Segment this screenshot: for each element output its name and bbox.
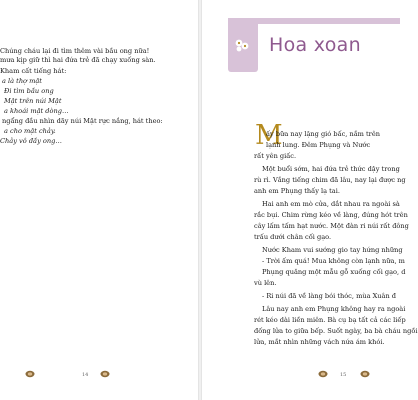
text-line: anh em Phụng thấy lạ tai.	[254, 187, 340, 195]
text-line: vù lên.	[254, 279, 277, 287]
text-line: a cho mật chảy.	[4, 127, 56, 135]
footer-ornament-icon	[100, 370, 110, 378]
text-line: a là thợ mật	[2, 77, 42, 85]
text-line: Phụng quăng một mẫu gỗ xuống cối gạo, d	[262, 268, 406, 276]
text-line: rù rì. Vắng tiếng chim đã lâu, nay lại được ng	[254, 176, 406, 184]
footer-ornament-icon	[360, 370, 370, 378]
page-number-right: 15	[340, 372, 347, 378]
text-line: mưa kịp giữ thì hai đứa trẻ đã chạy xuống sàn.	[0, 56, 156, 64]
text-line: rắc bụi. Chim rừng kéo về làng, đúng hót trên	[254, 211, 408, 219]
text-line: Chúng cháu lại đi tìm thêm vài bầu ong nữa!	[0, 47, 150, 55]
text-line: Hai anh em mò cửa, dắt nhau ra ngoài sà	[262, 200, 400, 208]
text-line: rất yên giấc.	[254, 152, 297, 160]
page-number-left: 14	[82, 372, 89, 378]
footer-ornament-icon	[25, 370, 35, 378]
text-line: lạnh lung. Đêm Phụng và Nước	[266, 141, 371, 149]
text-line: ấy bữa nay lặng gió bấc, nắm trên	[266, 130, 380, 138]
flower-icon	[233, 37, 251, 53]
text-line: rét kéo dài liền miên. Bà cụ bạ tất cả các liếp	[254, 316, 406, 324]
text-line: a khoái mật dòng…	[4, 107, 69, 115]
text-line: đống lửa to giữa bếp. Suốt ngày, ba bà cháu ngồi	[254, 327, 418, 335]
text-line: lửa, mắt nhìn những vách nứa ám khói.	[254, 338, 385, 346]
left-page	[0, 0, 198, 400]
text-line: trấu dưới chân cối gạo.	[254, 233, 332, 241]
text-line: Nước Kham vui sướng gio tay hứng những	[262, 246, 403, 254]
chapter-title: Hoa xoan	[269, 34, 361, 56]
text-line: Lâu nay anh em Phụng không hay ra ngoài	[262, 305, 406, 313]
text-line: - Ri núi đã về làng bói thóc, mùa Xuân đ	[262, 292, 397, 300]
text-line: Mật trên núi Mật	[4, 97, 62, 105]
text-line: cây lấm tấm hạt nước. Một đàn ri núi rất đông	[254, 222, 409, 230]
text-line: Một buổi sớm, hai đứa trẻ thức dậy trong	[262, 165, 400, 173]
text-line: - Trời ấm quá! Mua không còn lạnh nữa, m	[262, 257, 405, 265]
text-line: Đi tìm bầu ong	[4, 87, 54, 95]
drop-cap: M	[255, 120, 283, 151]
text-line: Kham cất tiếng hát:	[0, 67, 67, 75]
footer-ornament-icon	[318, 370, 328, 378]
text-line: Chảy vô đầy ong…	[0, 137, 62, 145]
text-line: ngẩng đầu nhìn dãy núi Mật rực nắng, hát theo:	[2, 117, 163, 125]
